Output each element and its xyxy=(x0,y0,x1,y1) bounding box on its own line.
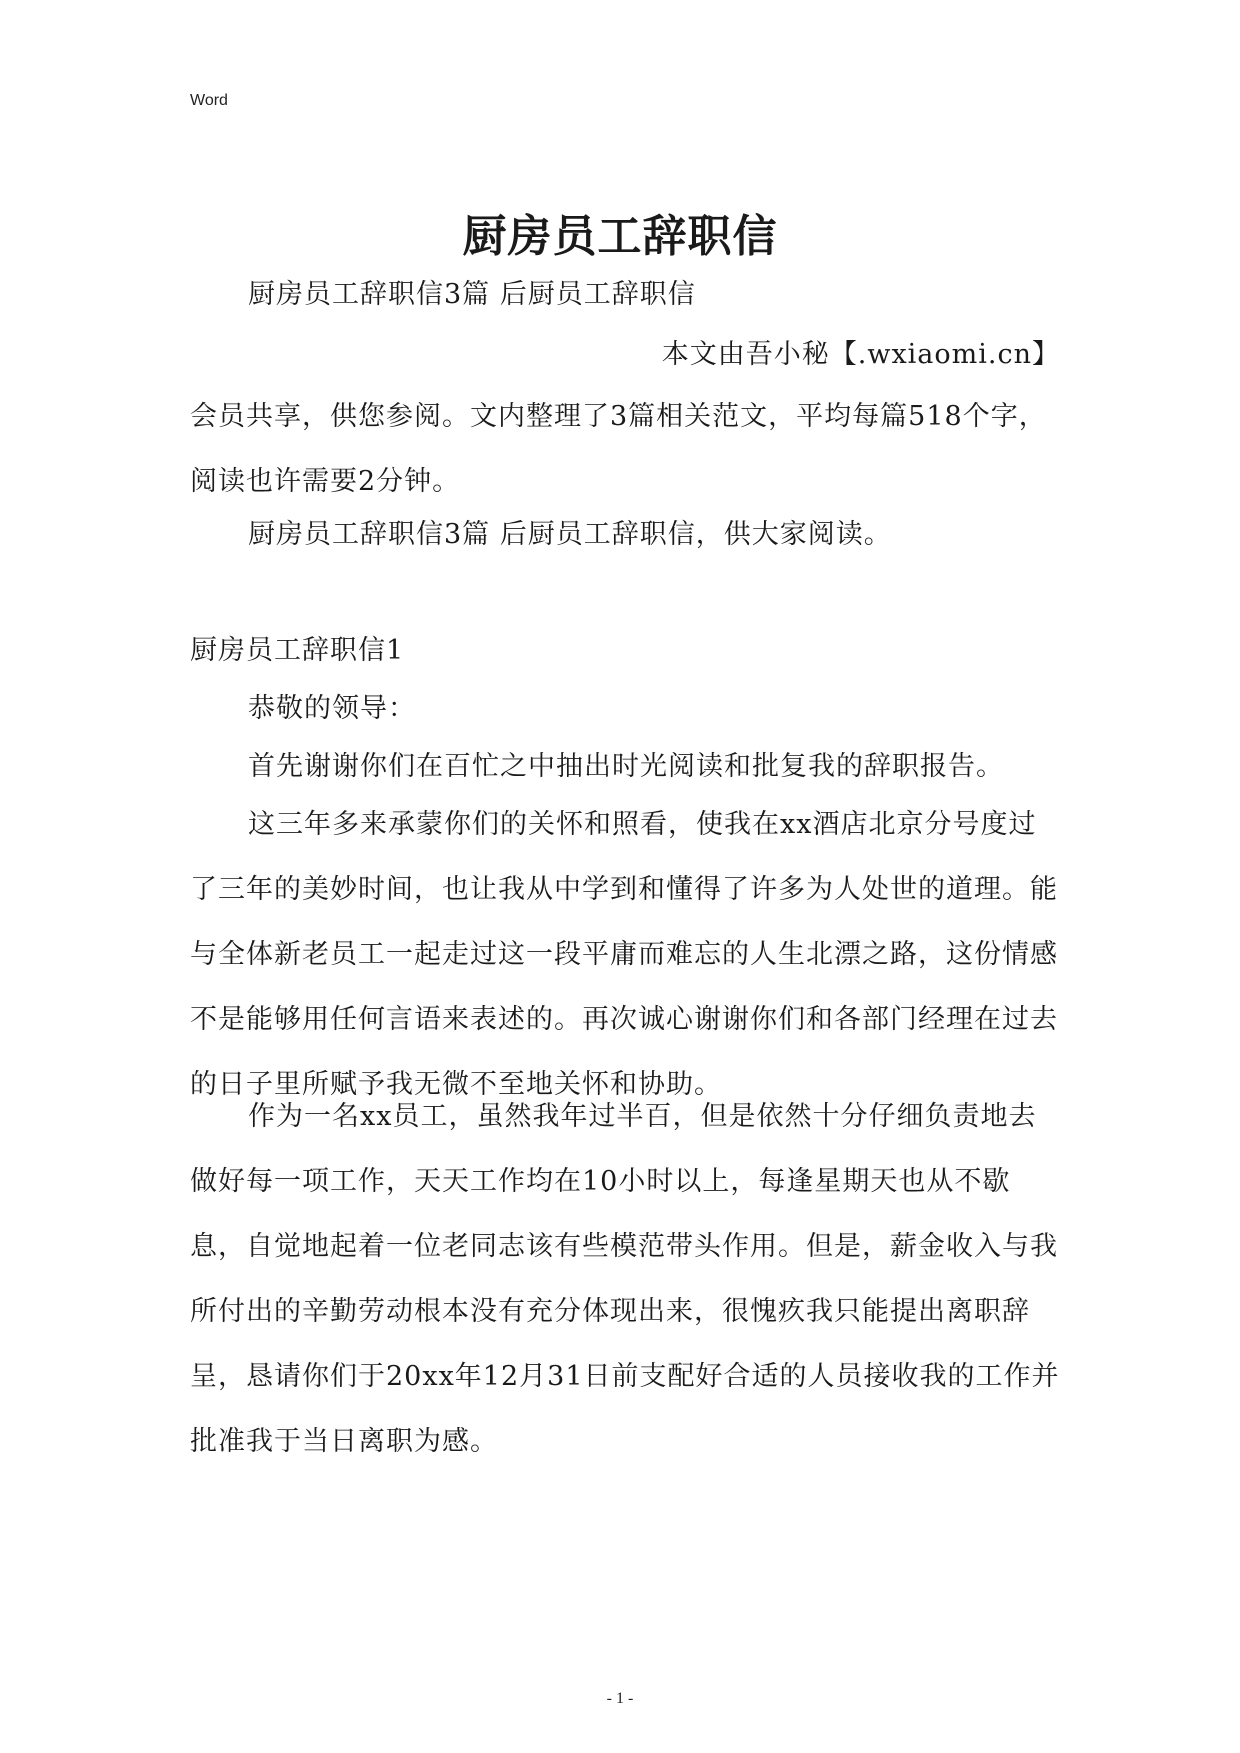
section-heading: 厨房员工辞职信1 xyxy=(190,635,405,666)
document-title: 厨房员工辞职信 xyxy=(462,211,778,262)
body-paragraph: 首先谢谢你们在百忙之中抽出时光阅读和批复我的辞职报告。 xyxy=(248,751,1004,782)
subtitle: 厨房员工辞职信3篇 后厨员工辞职信 xyxy=(248,279,696,310)
body-paragraph: 作为一名xx员工，虽然我年过半百，但是依然十分仔细负责地去做好每一项工作，天天工作均在10小时以上，每逢星期天也从不歇息，自觉地起着一位老同志该有些模范带头作用。但是，薪金收入与我所付出的辛勤劳动根本没有充分体现出来，很愧疚我只能提出离职辞呈，恳请你们于20xx年12月31日前支配好合适的人员接收我的工作并批准我于当日离职为感。 xyxy=(190,1101,1060,1457)
source-line: 本文由吾小秘【.wxiaomi.cn】 xyxy=(661,339,1060,370)
salutation: 恭敬的领导： xyxy=(248,693,416,724)
intro-paragraph: 会员共享，供您参阅。文内整理了3篇相关范文，平均每篇518个字，阅读也许需要2分钟。 xyxy=(190,401,1047,497)
body-paragraph: 这三年多来承蒙你们的关怀和照看，使我在xx酒店北京分号度过了三年的美妙时间，也让我从中学到和懂得了许多为人处世的道理。能与全体新老员工一起走过这一段平庸而难忘的人生北漂之路，这份情感不是能够用任何言语来表述的。再次诚心谢谢你们和各部门经理在过去的日子里所赋予我无微不至地关怀和协助。 xyxy=(190,809,1058,1100)
page-number: - 1 - xyxy=(606,1690,634,1707)
lead-paragraph: 厨房员工辞职信3篇 后厨员工辞职信，供大家阅读。 xyxy=(248,519,892,550)
header-label: Word xyxy=(190,92,228,109)
